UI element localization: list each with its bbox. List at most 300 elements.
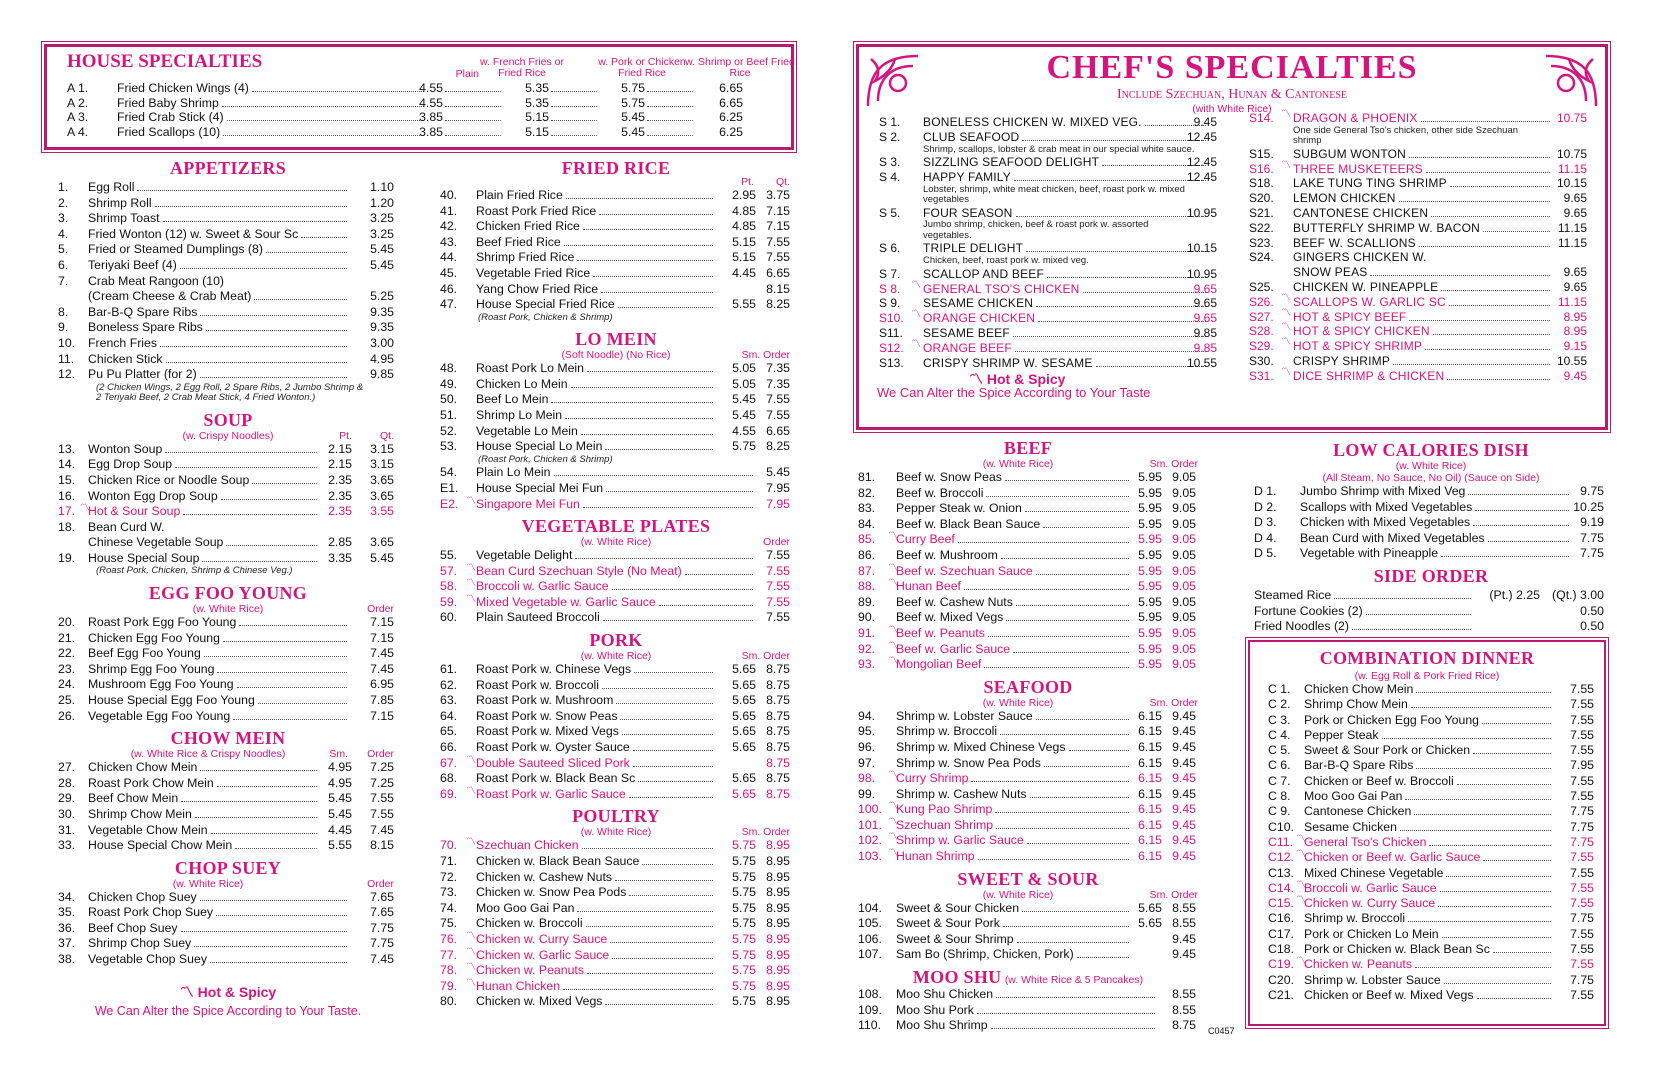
item-name-text: Chicken w. Peanuts bbox=[476, 963, 584, 978]
menu-item bbox=[879, 115, 1219, 130]
menu-item bbox=[440, 838, 792, 854]
menu-item bbox=[58, 646, 398, 662]
menu-item bbox=[440, 188, 792, 204]
menu-item bbox=[440, 724, 792, 740]
item-name bbox=[88, 504, 320, 520]
menu-item bbox=[858, 642, 1198, 658]
item-price: 7.55 bbox=[1570, 865, 1594, 880]
pork-headers bbox=[440, 650, 792, 662]
item-price: 5.45 bbox=[732, 408, 756, 423]
mooshu-list bbox=[858, 987, 1198, 1034]
item-name bbox=[1304, 804, 1554, 819]
menu-item bbox=[58, 227, 398, 243]
item-number: 31. bbox=[58, 822, 76, 837]
item-price: 5.35 bbox=[525, 95, 549, 110]
item-price: 11.15 bbox=[1557, 235, 1587, 250]
item-price: 3.65 bbox=[370, 535, 394, 550]
item-number: 26. bbox=[58, 708, 76, 723]
item-price: 7.55 bbox=[766, 234, 790, 249]
menu-item bbox=[58, 838, 398, 854]
item-number: 86. bbox=[858, 547, 876, 562]
menu-item bbox=[67, 81, 797, 96]
dot-leader bbox=[206, 320, 347, 331]
item-number: 90. bbox=[858, 610, 876, 625]
item-name bbox=[88, 535, 320, 551]
item-name bbox=[1293, 111, 1553, 126]
item-name-text: Roast Pork Lo Mein bbox=[476, 361, 584, 376]
dot-leader bbox=[551, 81, 597, 92]
item-number: 13. bbox=[58, 441, 76, 456]
item-name-text: Mixed Chinese Vegetable bbox=[1304, 865, 1444, 880]
item-price: 5.65 bbox=[732, 724, 756, 739]
dot-leader bbox=[445, 110, 501, 121]
item-name bbox=[476, 610, 756, 626]
item-name-text: Szechuan Chicken bbox=[476, 838, 579, 853]
item-number: 20. bbox=[58, 614, 76, 629]
item-price: 9.65 bbox=[1563, 265, 1587, 280]
item-price: 9.65 bbox=[1563, 279, 1587, 294]
item-price: 5.65 bbox=[1138, 900, 1162, 915]
item-number: S21. bbox=[1249, 205, 1274, 220]
item-price: 5.15 bbox=[732, 250, 756, 265]
dot-leader bbox=[200, 760, 317, 771]
item-number: C 8. bbox=[1268, 789, 1291, 804]
dot-leader bbox=[1001, 548, 1129, 559]
item-number: S 9. bbox=[879, 296, 901, 311]
beef-list bbox=[858, 470, 1198, 673]
third-column bbox=[858, 438, 1198, 1034]
dot-leader bbox=[622, 724, 713, 735]
item-price: 5.75 bbox=[621, 95, 645, 110]
dot-leader bbox=[1446, 866, 1551, 877]
item-name-text: Sweet & Sour Shrimp bbox=[896, 931, 1014, 946]
chowmein-sub: (w. White Rice & Crispy Noodles) bbox=[130, 748, 286, 761]
item-number: C11. bbox=[1268, 834, 1294, 849]
item-number: S 4. bbox=[879, 169, 901, 184]
item-name-text: Beef w. Garlic Sauce bbox=[896, 641, 1011, 656]
item-price: 5.45 bbox=[370, 242, 394, 257]
item-number: S 8. bbox=[879, 281, 901, 296]
item-price: 6.15 bbox=[1138, 802, 1162, 817]
item-number: 40. bbox=[440, 188, 458, 202]
menu-item bbox=[1249, 250, 1589, 265]
menu-item bbox=[58, 457, 398, 473]
left-alter-note: We Can Alter the Spice According to Your Taste. bbox=[94, 1003, 362, 1018]
item-name bbox=[476, 854, 716, 870]
item-price: 7.75 bbox=[1570, 911, 1594, 926]
menu-item bbox=[440, 564, 792, 580]
item-price: 6.65 bbox=[766, 423, 790, 438]
item-price: 5.45 bbox=[621, 124, 645, 139]
spicy-icon: 〽 bbox=[80, 503, 90, 515]
item-price: 7.25 bbox=[370, 775, 394, 790]
item-name-text: Roast Pork Chow Mein bbox=[88, 775, 214, 790]
dot-leader bbox=[233, 709, 347, 720]
item-note: Shrimp, scallops, lobster & crab meat in our special white sauce. bbox=[923, 143, 1195, 155]
dot-leader bbox=[629, 787, 713, 798]
item-name bbox=[923, 341, 1209, 356]
dot-leader bbox=[615, 870, 713, 881]
item-name bbox=[88, 890, 350, 906]
item-name bbox=[476, 497, 756, 513]
item-name-text: Pu Pu Platter (for 2) bbox=[88, 367, 197, 382]
item-number: 58. bbox=[440, 579, 458, 594]
item-name bbox=[476, 392, 716, 408]
item-price: 4.45 bbox=[732, 265, 756, 280]
item-price: 10.95 bbox=[1186, 266, 1217, 281]
item-price: 5.95 bbox=[1138, 610, 1162, 625]
item-name-text: Mixed Vegetable w. Garlic Sauce bbox=[476, 594, 656, 609]
item-number: C 4. bbox=[1268, 727, 1291, 742]
item-name-text: HOT & SPICY CHICKEN bbox=[1293, 324, 1430, 339]
item-number: C12. bbox=[1268, 850, 1294, 865]
chefs-rice: (with White Rice) bbox=[1192, 103, 1272, 115]
item-price: 8.95 bbox=[766, 994, 790, 1009]
item-name bbox=[476, 439, 716, 455]
item-name bbox=[1293, 147, 1553, 162]
item-price: 7.75 bbox=[1570, 819, 1594, 834]
item-number: 98. bbox=[858, 771, 876, 786]
item-number: 33. bbox=[58, 838, 76, 853]
item-name-text: CHICKEN W. PINEAPPLE bbox=[1293, 279, 1439, 294]
item-name-text: SCALLOP AND BEEF bbox=[923, 266, 1045, 281]
item-name-text: Pepper Steak w. Onion bbox=[896, 501, 1022, 516]
item-name-text: House Special Egg Foo Young bbox=[88, 692, 255, 707]
item-name-text: Sweet & Sour Pork or Chicken bbox=[1304, 743, 1471, 758]
item-name-text: Roast Pork w. Mushroom bbox=[476, 693, 614, 708]
lomein-list bbox=[440, 361, 792, 455]
dot-leader bbox=[1352, 619, 1471, 630]
house-header-fries: w. French Fries or Fried Rice bbox=[479, 56, 565, 79]
item-price: 5.75 bbox=[732, 947, 756, 962]
item-name bbox=[476, 932, 716, 948]
dot-leader bbox=[551, 110, 597, 121]
item-name bbox=[1293, 162, 1553, 177]
item-name bbox=[896, 916, 1132, 932]
item-name bbox=[88, 473, 320, 489]
menu-item bbox=[440, 662, 792, 678]
dot-leader bbox=[1488, 531, 1569, 542]
item-number: 78. bbox=[440, 963, 458, 978]
menu-item bbox=[1268, 789, 1594, 804]
item-price: 10.75 bbox=[1556, 111, 1587, 125]
item-price: 4.95 bbox=[370, 351, 394, 366]
item-number: 73. bbox=[440, 885, 458, 900]
item-name-text: Shrimp Lo Mein bbox=[476, 408, 563, 423]
menu-item bbox=[440, 595, 792, 611]
dot-leader bbox=[266, 242, 347, 253]
menu-item bbox=[58, 520, 398, 536]
item-name bbox=[923, 267, 1209, 282]
item-number: 84. bbox=[858, 516, 876, 531]
item-name-text: Vegetable with Pineapple bbox=[1300, 546, 1439, 561]
item-price: 10.15 bbox=[1556, 176, 1587, 191]
spicy-icon: 〽 bbox=[1296, 849, 1306, 861]
item-name-text: Yang Chow Fried Rice bbox=[476, 281, 599, 296]
item-price: 9.65 bbox=[1193, 296, 1217, 311]
menu-item bbox=[1249, 159, 1589, 177]
item-price: 8.75 bbox=[766, 786, 790, 801]
item-price: 7.55 bbox=[766, 408, 790, 423]
friedrice-note: (Roast Pork, Chicken & Shrimp) bbox=[478, 311, 613, 323]
menu-item bbox=[1268, 820, 1594, 835]
lomein-list2 bbox=[440, 465, 792, 512]
menu-item bbox=[440, 756, 792, 772]
spicy-icon: 〽 bbox=[466, 785, 476, 797]
appetizers-note: (2 Chicken Wings, 2 Egg Roll, 2 Spare Ribs, 2 Jumbo Shrimp & 2 Teriyaki Beef, 2 Crab Meat Stick, 4 Fried Wonton.) bbox=[96, 381, 364, 404]
item-name-text: Chicken w. Garlic Sauce bbox=[476, 947, 610, 962]
item-price: 9.45 bbox=[1172, 786, 1196, 801]
item-name-text: Shrimp w. Garlic Sauce bbox=[896, 833, 1024, 848]
item-number: 62. bbox=[440, 677, 458, 692]
item-number: 27. bbox=[58, 760, 76, 775]
spicy-icon: 〽 bbox=[888, 578, 898, 590]
pork-h: Sm. Order bbox=[741, 650, 790, 663]
dot-leader bbox=[137, 180, 347, 191]
chowmein-h2: Order bbox=[367, 748, 394, 761]
item-price: 9.05 bbox=[1172, 470, 1196, 484]
spicy-icon: 〽 bbox=[969, 371, 983, 387]
item-name-text: Vegetable Chow Mein bbox=[88, 822, 208, 837]
menu-item bbox=[858, 756, 1198, 772]
sweetsour-headers bbox=[858, 889, 1198, 901]
item-price: 9.05 bbox=[1172, 547, 1196, 562]
item-number: 76. bbox=[440, 931, 458, 946]
chefs-right-list bbox=[1249, 111, 1589, 384]
menu-item bbox=[1268, 682, 1594, 697]
item-number: 19. bbox=[58, 550, 76, 565]
menu-item bbox=[58, 921, 398, 937]
item-price: 5.75 bbox=[732, 994, 756, 1009]
item-price: 6.65 bbox=[766, 265, 790, 280]
item-name bbox=[1304, 774, 1554, 789]
item-price: 7.75 bbox=[1570, 834, 1594, 849]
item-name bbox=[476, 771, 716, 787]
item-price: 9.45 bbox=[1172, 849, 1196, 864]
item-name-text: Chicken Rice or Noodle Soup bbox=[88, 472, 250, 487]
item-price: 9.35 bbox=[370, 304, 394, 319]
item-name bbox=[88, 180, 350, 196]
dot-leader bbox=[1449, 295, 1550, 306]
item-name bbox=[88, 615, 350, 631]
item-price: 5.65 bbox=[732, 786, 756, 801]
item-price: 2.35 bbox=[328, 504, 352, 519]
item-name bbox=[1293, 191, 1553, 206]
menu-item bbox=[58, 936, 398, 952]
menu-item bbox=[879, 338, 1219, 356]
item-number: 11. bbox=[58, 351, 75, 366]
menu-item bbox=[1249, 176, 1589, 191]
item-number: C14. bbox=[1268, 880, 1294, 895]
menu-item bbox=[58, 305, 398, 321]
dot-leader bbox=[1077, 947, 1129, 958]
item-name bbox=[476, 838, 716, 854]
menu-item bbox=[58, 320, 398, 336]
beef-sub: (w. White Rice) bbox=[982, 458, 1054, 470]
item-price: 7.15 bbox=[370, 614, 394, 629]
menu-item bbox=[58, 807, 398, 823]
menu-item bbox=[1268, 758, 1594, 773]
item-price: 7.55 bbox=[1570, 896, 1594, 911]
item-name bbox=[1304, 973, 1554, 988]
spicy-icon: 〽 bbox=[1296, 895, 1306, 907]
menu-item bbox=[1249, 265, 1589, 280]
dot-leader bbox=[610, 932, 713, 943]
menu-item bbox=[67, 125, 797, 140]
item-price: 8.95 bbox=[1563, 309, 1587, 324]
dot-leader bbox=[1382, 728, 1551, 739]
house-specialties-title: HOUSE SPECIALTIES bbox=[67, 51, 263, 72]
menu-item bbox=[1249, 339, 1589, 354]
spicy-icon: 〽 bbox=[888, 801, 898, 813]
item-name bbox=[88, 489, 320, 505]
item-number: C19. bbox=[1268, 957, 1294, 972]
item-price: 6.15 bbox=[1138, 724, 1162, 739]
menu-item bbox=[440, 408, 792, 424]
item-number: S 1. bbox=[879, 115, 901, 129]
item-price: 5.95 bbox=[1138, 532, 1162, 547]
item-price: 3.55 bbox=[370, 504, 394, 519]
item-number: 101. bbox=[858, 817, 882, 832]
vegplates-title: VEGETABLE PLATES bbox=[521, 516, 711, 537]
dot-leader bbox=[577, 901, 713, 912]
item-name bbox=[1304, 835, 1554, 850]
item-price: 9.45 bbox=[1172, 817, 1196, 832]
item-name bbox=[476, 282, 716, 298]
item-price: 7.55 bbox=[1570, 697, 1594, 712]
item-price: 5.95 bbox=[1138, 657, 1162, 672]
dot-leader bbox=[1444, 973, 1551, 984]
item-price: 9.15 bbox=[1563, 339, 1587, 354]
item-name bbox=[896, 532, 1132, 548]
item-price: 3.25 bbox=[370, 211, 394, 226]
item-name bbox=[88, 709, 350, 725]
soup-sub: (w. Crispy Noodles) bbox=[182, 429, 274, 442]
item-price: 9.45 bbox=[1193, 115, 1217, 129]
item-name-text: Chicken Fried Rice bbox=[476, 219, 580, 234]
item-name bbox=[88, 952, 350, 968]
menu-item bbox=[58, 196, 398, 212]
item-name-text: Chicken Lo Mein bbox=[476, 376, 568, 391]
dot-leader bbox=[166, 352, 348, 363]
dot-leader bbox=[1416, 758, 1551, 769]
item-price: 9.05 bbox=[1172, 563, 1196, 578]
item-name bbox=[88, 631, 350, 647]
item-name bbox=[1300, 515, 1572, 531]
item-name bbox=[476, 579, 756, 595]
dot-leader bbox=[210, 952, 347, 963]
item-name-text: Bar-B-Q Spare Ribs bbox=[88, 304, 198, 319]
item-number: 16. bbox=[58, 488, 76, 503]
mooshu-title: MOO SHU bbox=[912, 967, 1002, 988]
item-name-text: Egg Roll bbox=[88, 180, 135, 194]
item-name-text: BONELESS CHICKEN W. MIXED VEG. bbox=[923, 115, 1142, 129]
item-price: 7.55 bbox=[1570, 773, 1594, 788]
lowcal-list bbox=[1254, 484, 1608, 562]
item-note: Lobster, shrimp, white meat chicken, beef, roast pork w. mixed vegetables bbox=[923, 183, 1185, 206]
spicy-icon: 〽 bbox=[888, 832, 898, 844]
item-price: 9.45 bbox=[1172, 931, 1196, 946]
item-name bbox=[88, 936, 350, 952]
item-name bbox=[1304, 957, 1554, 972]
spicy-icon: 〽 bbox=[466, 578, 476, 590]
item-price: 9.45 bbox=[1172, 833, 1196, 848]
item-price: 7.45 bbox=[370, 661, 394, 676]
item-name-text: Vegetable Fried Rice bbox=[476, 265, 591, 280]
item-number: 102. bbox=[858, 833, 882, 848]
item-name-text: Sesame Chicken bbox=[1304, 819, 1397, 834]
item-number: S16. bbox=[1249, 161, 1274, 176]
dot-leader bbox=[1399, 191, 1550, 202]
menu-item bbox=[858, 771, 1198, 787]
menu-item bbox=[1254, 604, 1608, 620]
item-price: (Pt.) 2.25 bbox=[1489, 587, 1540, 602]
item-name-text: Fried Scallops (10) bbox=[117, 124, 221, 139]
item-name-text: Chicken w. Peanuts bbox=[1304, 957, 1412, 972]
item-name-text: House Special Soup bbox=[88, 550, 200, 565]
dot-leader bbox=[1400, 820, 1551, 831]
item-number: S23. bbox=[1249, 235, 1274, 250]
item-price: 8.55 bbox=[1172, 916, 1196, 931]
dot-leader bbox=[978, 849, 1129, 860]
item-name bbox=[88, 258, 350, 274]
dot-leader bbox=[165, 442, 317, 453]
dot-leader bbox=[183, 504, 317, 515]
dot-leader bbox=[1022, 901, 1129, 912]
item-price: 7.35 bbox=[766, 376, 790, 391]
item-price: 5.05 bbox=[732, 361, 756, 376]
item-price: 9.05 bbox=[1172, 610, 1196, 625]
dot-leader bbox=[620, 709, 713, 720]
dot-leader bbox=[1482, 713, 1551, 724]
item-name-text: ORANGE BEEF bbox=[923, 340, 1012, 355]
item-name-text: Hunan Shrimp bbox=[896, 849, 975, 864]
dot-leader bbox=[583, 497, 753, 508]
item-price: 6.25 bbox=[719, 110, 743, 124]
item-price: 8.75 bbox=[766, 693, 790, 708]
item-number: D 3. bbox=[1254, 515, 1277, 530]
menu-item bbox=[58, 367, 398, 383]
item-number: S30. bbox=[1249, 353, 1274, 368]
item-name-text: Shrimp w. Broccoli bbox=[1304, 911, 1406, 926]
item-name bbox=[117, 125, 427, 140]
item-number: 44. bbox=[440, 250, 458, 265]
menu-item bbox=[1268, 850, 1594, 865]
spicy-icon: 〽 bbox=[888, 770, 898, 782]
item-price: 9.65 bbox=[1193, 281, 1217, 296]
item-name-text: DICE SHRIMP & CHICKEN bbox=[1293, 368, 1445, 383]
mooshu-sub: (w. White Rice & 5 Pancakes) bbox=[1004, 974, 1144, 987]
item-number: 55. bbox=[440, 548, 458, 563]
dot-leader bbox=[603, 610, 753, 621]
item-number: 3. bbox=[58, 211, 69, 226]
item-price: 6.15 bbox=[1138, 833, 1162, 848]
poultry-sub: (w. White Rice) bbox=[580, 826, 652, 839]
dot-leader bbox=[964, 579, 1129, 590]
item-price: 7.45 bbox=[370, 952, 394, 967]
dot-leader bbox=[202, 551, 317, 562]
menu-item bbox=[858, 833, 1198, 849]
item-price: 7.75 bbox=[1570, 804, 1594, 819]
item-name-text: Shrimp Roll bbox=[88, 195, 152, 210]
item-name bbox=[476, 787, 716, 803]
dot-leader bbox=[582, 838, 713, 849]
menu-item bbox=[58, 473, 398, 489]
item-price: 11.15 bbox=[1557, 161, 1587, 176]
item-name bbox=[88, 336, 350, 352]
item-number: C 2. bbox=[1268, 697, 1291, 712]
soup-headers bbox=[58, 430, 398, 442]
